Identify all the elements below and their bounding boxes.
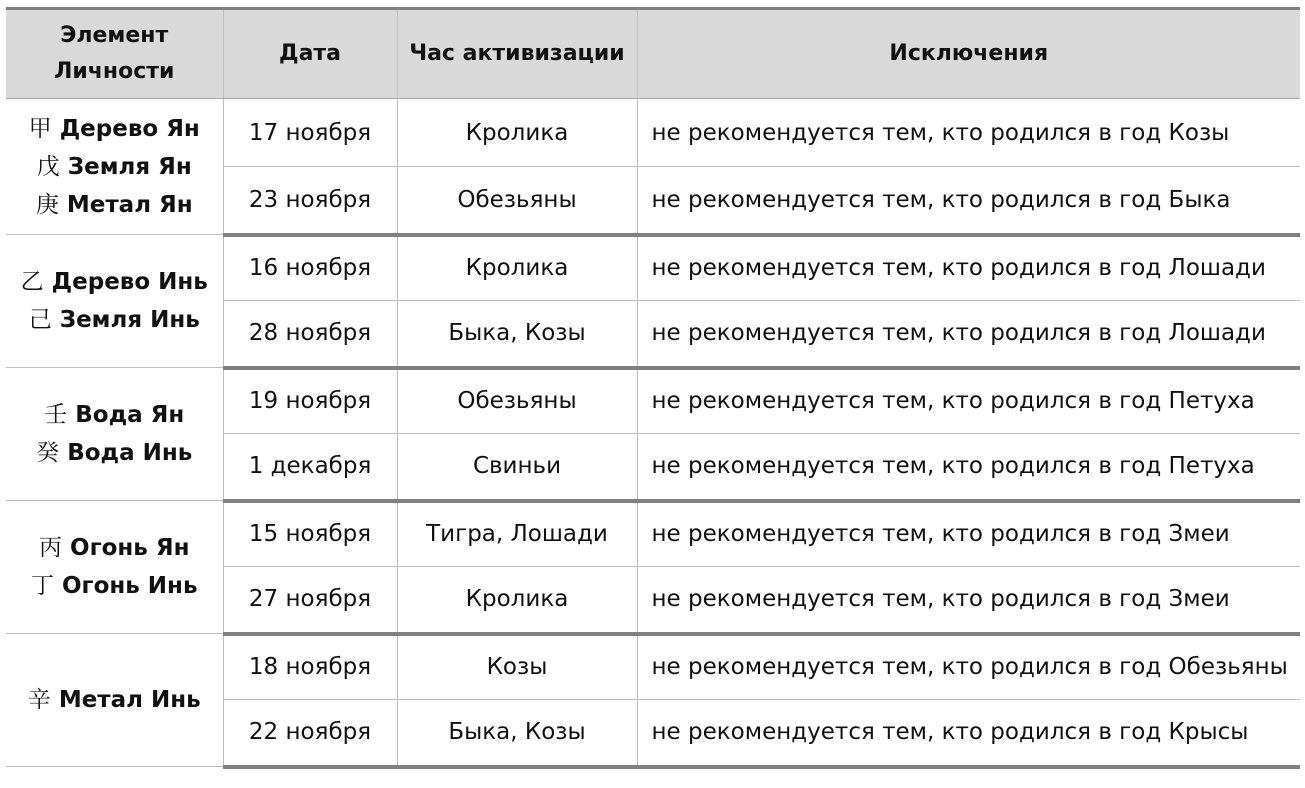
element-line [6, 148, 223, 186]
element-hieroglyph: 丙 [39, 535, 63, 561]
activation-table [6, 7, 1300, 769]
element-name: Огонь Инь [62, 573, 198, 599]
date-cell: 16 ноября [223, 235, 397, 301]
element-hieroglyph: 癸 [36, 440, 60, 466]
hour-cell: Кролика [397, 567, 637, 634]
exception-cell: не рекомендуется тем, кто родился в год Лошади [637, 301, 1300, 368]
exception-cell: не рекомендуется тем, кто родился в год Крысы [637, 700, 1300, 767]
date-cell: 23 ноября [223, 167, 397, 235]
element-line [6, 263, 223, 301]
element-name: Вода Ян [75, 402, 185, 428]
element-cell [6, 634, 223, 767]
hour-cell: Обезьяны [397, 167, 637, 235]
element-hieroglyph: 庚 [35, 191, 59, 218]
header-date: Дата [223, 9, 397, 99]
element-name: Земля Инь [59, 307, 200, 333]
element-name: Метал Ян [66, 191, 193, 218]
date-cell: 17 ноября [223, 99, 397, 167]
element-line [6, 567, 223, 605]
element-line [6, 186, 223, 224]
element-line [6, 301, 223, 339]
date-cell: 19 ноября [223, 368, 397, 434]
element-cell [6, 99, 223, 235]
element-line [6, 434, 223, 472]
header-exceptions: Исключения [637, 9, 1300, 99]
exception-cell: не рекомендуется тем, кто родился в год Петуха [637, 368, 1300, 434]
table-row [6, 501, 1300, 567]
element-line [6, 396, 223, 434]
header-element: Элемент Личности [6, 9, 223, 99]
exception-cell: не рекомендуется тем, кто родился в год Змеи [637, 501, 1300, 567]
hour-cell: Кролика [397, 99, 637, 167]
hour-cell: Быка, Козы [397, 301, 637, 368]
element-name: Земля Ян [67, 153, 192, 180]
element-hieroglyph: 戊 [36, 153, 60, 180]
table-row [6, 235, 1300, 301]
table-row [6, 99, 1300, 167]
header-row [6, 9, 1300, 99]
exception-cell: не рекомендуется тем, кто родился в год Обезьяны [637, 634, 1300, 700]
hour-cell: Свиньи [397, 434, 637, 501]
date-cell: 18 ноября [223, 634, 397, 700]
exception-cell: не рекомендуется тем, кто родился в год Лошади [637, 235, 1300, 301]
exception-cell: не рекомендуется тем, кто родился в год Змеи [637, 567, 1300, 634]
element-hieroglyph: 甲 [28, 115, 52, 142]
hour-cell: Тигра, Лошади [397, 501, 637, 567]
date-cell: 1 декабря [223, 434, 397, 501]
element-hieroglyph: 壬 [44, 402, 68, 428]
date-cell: 22 ноября [223, 700, 397, 767]
exception-cell: не рекомендуется тем, кто родился в год Козы [637, 99, 1300, 167]
element-hieroglyph: 乙 [20, 269, 44, 295]
element-hieroglyph: 丁 [30, 573, 54, 599]
date-cell: 15 ноября [223, 501, 397, 567]
hour-cell: Обезьяны [397, 368, 637, 434]
element-name: Вода Инь [67, 440, 193, 466]
element-cell [6, 501, 223, 634]
date-cell: 27 ноября [223, 567, 397, 634]
element-line [6, 529, 223, 567]
exception-cell: не рекомендуется тем, кто родился в год Петуха [637, 434, 1300, 501]
element-name: Дерево Инь [51, 269, 208, 295]
element-name: Метал Инь [58, 687, 201, 713]
hour-cell: Быка, Козы [397, 700, 637, 767]
element-hieroglyph: 辛 [27, 687, 51, 713]
element-name: Дерево Ян [59, 115, 200, 142]
element-line [6, 110, 223, 148]
table-row [6, 634, 1300, 700]
element-cell [6, 368, 223, 501]
header-activation-hour: Час активизации [397, 9, 637, 99]
element-name: Огонь Ян [70, 535, 190, 561]
exception-cell: не рекомендуется тем, кто родился в год Быка [637, 167, 1300, 235]
element-cell [6, 235, 223, 368]
date-cell: 28 ноября [223, 301, 397, 368]
hour-cell: Кролика [397, 235, 637, 301]
hour-cell: Козы [397, 634, 637, 700]
element-line [6, 681, 223, 719]
table-row [6, 368, 1300, 434]
element-hieroglyph: 己 [28, 307, 52, 333]
